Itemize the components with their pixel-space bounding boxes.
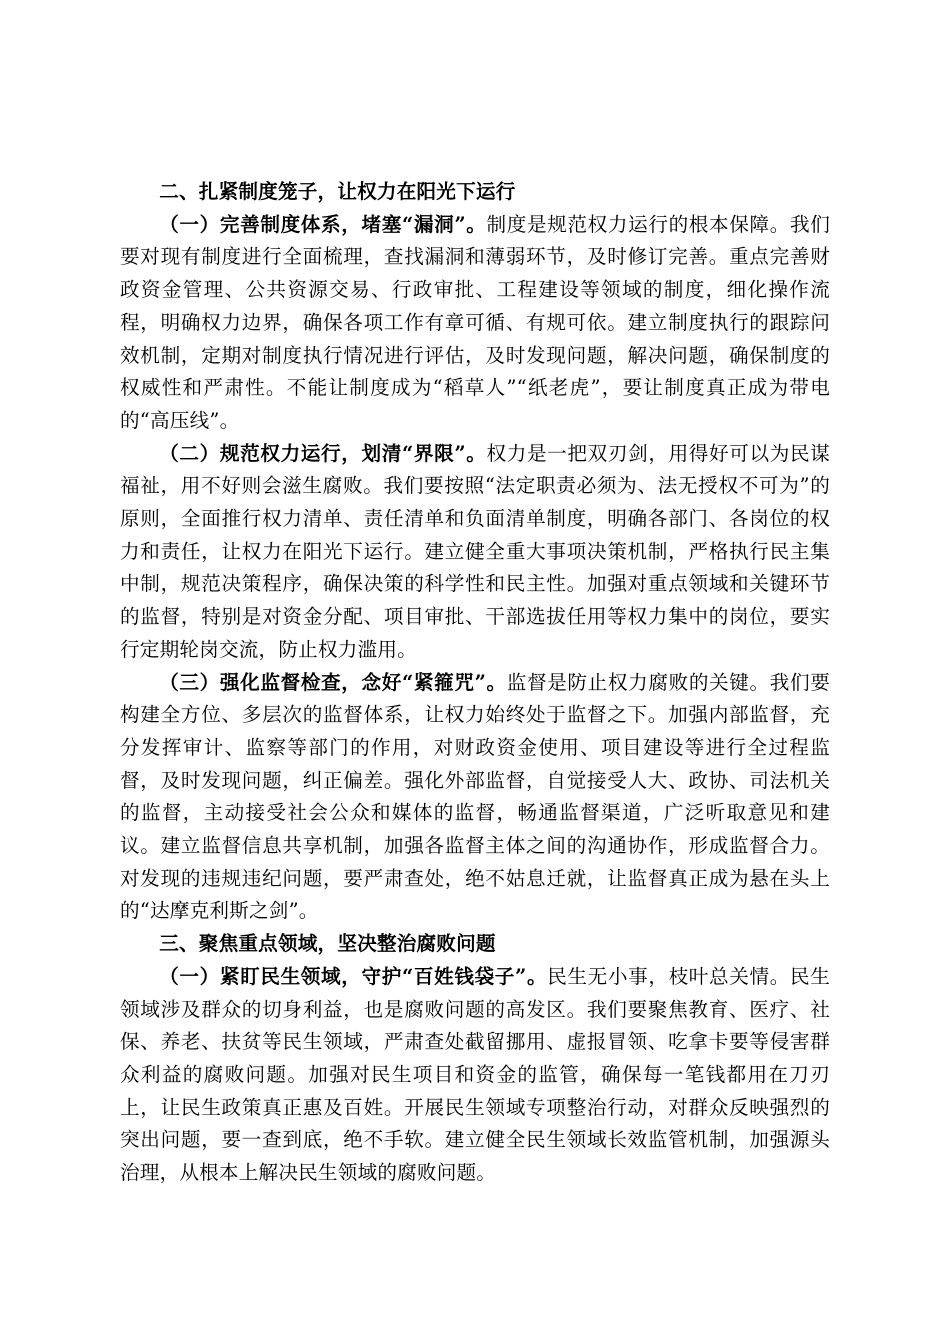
paragraph-lead: （一）完善制度体系，堵塞“漏洞”。 bbox=[159, 212, 487, 236]
paragraph bbox=[120, 209, 830, 438]
paragraph-lead: （三）强化监督检查，念好“紧箍咒”。 bbox=[159, 670, 507, 694]
paragraph-body: 制度是规范权力运行的根本保障。我们要对现有制度进行全面梳理，查找漏洞和薄弱环节，及时修订完善。重点完善财政资金管理、公共资源交易、行政审批、工程建设等领域的制度，细化操作流程，明确权力边界，确保各项工作有章可循、有规可依。建立制度执行的跟踪问效机制，定期对制度执行情况进行评估，及时发现问题，解决问题，确保制度的权威性和严肃性。不能让制度成为“稻草人”“纸老虎”，要让制度真正成为带电的“高压线”。 bbox=[120, 212, 830, 432]
paragraph-lead: （一）紧盯民生领域，守护“百姓钱袋子”。 bbox=[159, 964, 548, 988]
section-heading: 三、聚焦重点领域，坚决整治腐败问题 bbox=[159, 932, 496, 956]
paragraph-body: 监督是防止权力腐败的关键。我们要构建全方位、多层次的监督体系，让权力始终处于监督之下。加强内部监督，充分发挥审计、监察等部门的作用，对财政资金使用、项目建设等进行全过程监督，及时发现问题，纠正偏差。强化外部监督，自觉接受人大、政协、司法机关的监督，主动接受社会公众和媒体的监督，畅通监督渠道，广泛听取意见和建议。建立监督信息共享机制，加强各监督主体之间的沟通协作，形成监督合力。对发现的违规违纪问题，要严肃查处，绝不姑息迁就，让监督真正成为悬在头上的“达摩克利斯之剑”。 bbox=[120, 670, 831, 923]
paragraph-body: 权力是一把双刃剑，用得好可以为民谋福祉，用不好则会滋生腐败。我们要按照“法定职责必须为、法无授权不可为”的原则，全面推行权力清单、责任清单和负面清单制度，明确各部门、各岗位的权力和责任，让权力在阳光下运行。建立健全重大事项决策机制，严格执行民主集中制，规范决策程序，确保决策的科学性和民主性。加强对重点领域和关键环节的监督，特别是对资金分配、项目审批、干部选拔任用等权力集中的岗位，要实行定期轮岗交流，防止权力滥用。 bbox=[120, 441, 830, 661]
paragraph-body: 民生无小事，枝叶总关情。民生领域涉及群众的切身利益，也是腐败问题的高发区。我们要聚焦教育、医疗、社保、养老、扶贫等民生领域，严肃查处截留挪用、虚报冒领、吃拿卡要等侵害群众利益的腐败问题。加强对民生项目和资金的监管，确保每一笔钱都用在刀刃上，让民生政策真正惠及百姓。开展民生领域专项整治行动，对群众反映强烈的突出问题，要一查到底，绝不手软。建立健全民生领域长效监管机制，加强源头治理，从根本上解决民生领域的腐败问题。 bbox=[120, 964, 830, 1185]
paragraph-lead: （二）规范权力运行，划清“界限”。 bbox=[159, 441, 487, 465]
section-heading: 二、扎紧制度笼子，让权力在阳光下运行 bbox=[159, 180, 516, 203]
paragraph bbox=[120, 667, 830, 929]
paragraph bbox=[120, 438, 830, 667]
paragraph bbox=[120, 961, 830, 1190]
